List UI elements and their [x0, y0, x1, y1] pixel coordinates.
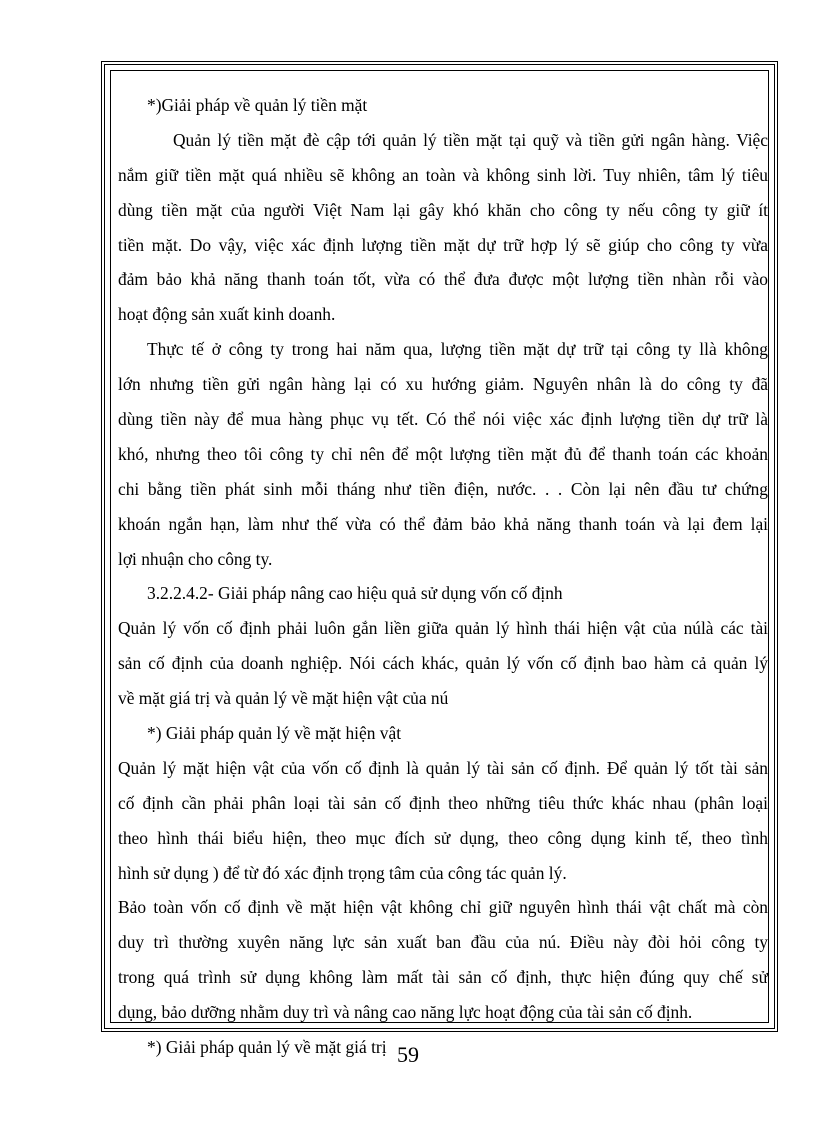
text-line: Thực tế ở công ty trong hai năm qua, lượng tiền mặt dự trữ tại công ty llà không [147, 339, 768, 360]
text-line: duy trì thường xuyên năng lực sản xuất ban đầu của nú. Điều này đòi hỏi công ty [118, 932, 768, 953]
text-line: trong quá trình sử dụng không làm mất tài sản cố định, thực hiện đúng quy chế sử [118, 967, 768, 988]
text-line: dùng tiền này để mua hàng phục vụ tết. Có thể nói việc xác định lượng tiền dự trữ là [118, 409, 768, 430]
text-line: dùng tiền mặt của người Việt Nam lại gây khó khăn cho công ty nếu công ty giữ ít [118, 199, 768, 220]
text-line: lợi nhuận cho công ty. [118, 548, 273, 569]
heading-value-management: *) Giải pháp quản lý về mặt giá trị [147, 1037, 387, 1058]
text-line: nắm giữ tiền mặt quá nhiều sẽ không an toàn và không sinh lời. Tuy nhiên, tâm lý tiêu [118, 164, 768, 185]
text-line: Quản lý vốn cố định phải luôn gắn liền giữa quản lý hình thái hiện vật của núlà các tài [118, 618, 768, 639]
page-number: 59 [397, 1042, 419, 1067]
text-line: dụng, bảo dưỡng nhằm duy trì và nâng cao năng lực hoạt động của tài sản cố định. [118, 1002, 693, 1023]
text-line: cố định cần phải phân loại tài sản cố định theo những tiêu thức khác nhau (phân loại [118, 792, 768, 813]
text-line: khó, nhưng theo tôi công ty chỉ nên để một lượng tiền mặt đủ để thanh toán các khoản [118, 443, 768, 464]
heading-fixed-capital: 3.2.2.4.2- Giải pháp nâng cao hiệu quả sử dụng vốn cố định [147, 583, 563, 604]
text-line: hoạt động sản xuất kinh doanh. [118, 304, 336, 325]
text-line: Quản lý mặt hiện vật của vốn cố định là quản lý tài sản cố định. Để quản lý tốt tài sản [118, 757, 768, 778]
text-line: chi bằng tiền phát sinh mỗi tháng như tiền điện, nước. . . Còn lại nên đầu tư chứng [118, 478, 768, 499]
text-line: theo hình thái biểu hiện, theo mục đích sử dụng, theo công dụng kinh tế, theo tình [118, 827, 768, 848]
text-line: hình sử dụng ) để từ đó xác định trọng tâm của công tác quản lý. [118, 862, 567, 883]
text-line: đảm bảo khả năng thanh toán tốt, vừa có thể đưa được một lượng tiền nhàn rỗi vào [118, 269, 768, 290]
heading-physical-management: *) Giải pháp quản lý về mặt hiện vật [147, 723, 402, 744]
text-line: sản cố định của doanh nghiệp. Nói cách khác, quản lý vốn cố định bao hàm cả quản lý [118, 653, 768, 674]
text-line: về mặt giá trị và quản lý về mặt hiện vật của nú [118, 688, 449, 709]
text-line: lớn nhưng tiền gửi ngân hàng lại có xu hướng giảm. Nguyên nhân là do công ty đã [118, 374, 768, 395]
text-line: Bảo toàn vốn cố định về mặt hiện vật không chỉ giữ nguyên hình thái vật chất mà còn [118, 897, 768, 918]
document-body [118, 88, 768, 1065]
text-line: khoán ngắn hạn, làm như thế vừa có thể đảm bảo khả năng thanh toán và lại đem lại [118, 513, 768, 534]
text-line: Quản lý tiền mặt đè cập tới quản lý tiền mặt tại quỹ và tiền gửi ngân hàng. Việc [173, 129, 768, 150]
text-line: tiền mặt. Do vậy, việc xác định lượng tiền mặt dự trữ hợp lý sẽ giúp cho công ty vừa [118, 234, 768, 255]
heading-cash-management: *)Giải pháp về quản lý tiền mặt [147, 95, 368, 115]
